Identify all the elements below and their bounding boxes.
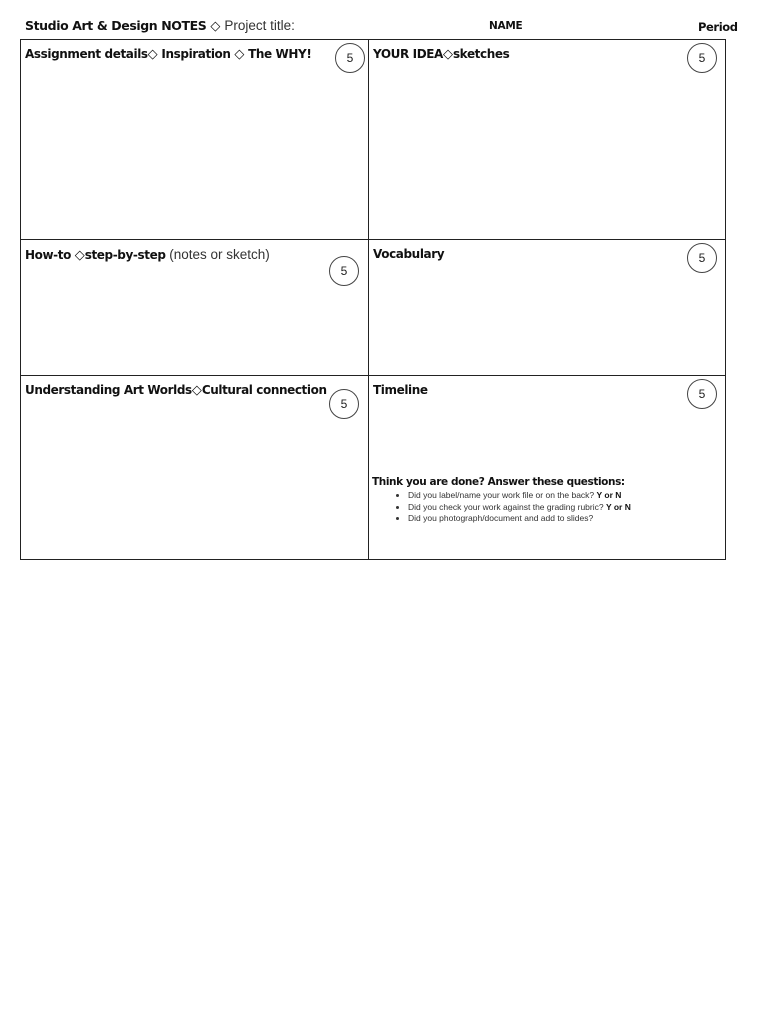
cell-title [25, 383, 327, 398]
checklist-item [408, 502, 631, 514]
cell-timeline[interactable] [369, 376, 725, 559]
project-title-label: Project title: [224, 18, 295, 33]
checklist-answer: Y or N [605, 501, 631, 512]
cell-title-text: sketches [452, 47, 510, 61]
points-circle: 5 [687, 43, 717, 73]
diamond-icon: ◇ [210, 19, 221, 34]
points-circle: 5 [687, 243, 717, 273]
points-circle: 5 [687, 379, 717, 409]
cell-title-text: Vocabulary [373, 247, 445, 261]
header-title-line [25, 18, 295, 34]
cell-title [373, 47, 509, 62]
cell-title-text: Cultural connection [201, 383, 327, 397]
cell-title [373, 247, 444, 261]
cell-how-to[interactable] [21, 240, 368, 375]
checklist-title: Think you are done? Answer these questions: [372, 476, 625, 488]
cell-title-text: Inspiration [157, 47, 235, 61]
diamond-icon: ◇ [442, 47, 453, 62]
points-circle: 5 [329, 256, 359, 286]
checklist-item [408, 490, 631, 502]
checklist-item-text: Did you check your work against the grading rubric? [408, 501, 606, 512]
diamond-icon: ◇ [234, 47, 245, 62]
checklist-list [372, 490, 631, 525]
cell-vocabulary[interactable] [369, 240, 725, 375]
cell-title-text: YOUR IDEA [373, 47, 443, 61]
cell-title [25, 47, 311, 62]
cell-assignment-details[interactable] [21, 40, 368, 239]
header-title: Studio Art & Design NOTES [25, 18, 207, 33]
cell-title-text: Timeline [373, 383, 428, 397]
checklist-answer: Y or N [596, 490, 622, 500]
name-label: NAME [489, 20, 523, 32]
cell-title-text: How-to [25, 248, 75, 262]
diamond-icon: ◇ [147, 47, 158, 62]
cell-title-text: Assignment details [25, 47, 148, 61]
cell-title [373, 383, 428, 397]
diamond-icon: ◇ [191, 383, 202, 398]
period-label: Period [698, 20, 738, 34]
diamond-icon: ◇ [74, 248, 85, 263]
cell-title-text: Understanding Art Worlds [25, 383, 192, 397]
checklist-item [408, 513, 631, 525]
cell-title-text: The WHY! [244, 47, 312, 61]
cell-title [25, 247, 270, 263]
points-circle: 5 [335, 43, 365, 73]
points-circle: 5 [329, 389, 359, 419]
checklist-item-text: Did you label/name your work file or on the back? [408, 490, 597, 500]
cell-art-worlds[interactable] [21, 376, 368, 559]
done-checklist [372, 476, 631, 525]
page-header [0, 0, 768, 40]
checklist-item-text: Did you photograph/document and add to slides? [408, 513, 594, 523]
cell-title-note: (notes or sketch) [165, 247, 270, 262]
cell-your-idea[interactable] [369, 40, 725, 239]
cell-title-text: step-by-step [84, 248, 166, 262]
